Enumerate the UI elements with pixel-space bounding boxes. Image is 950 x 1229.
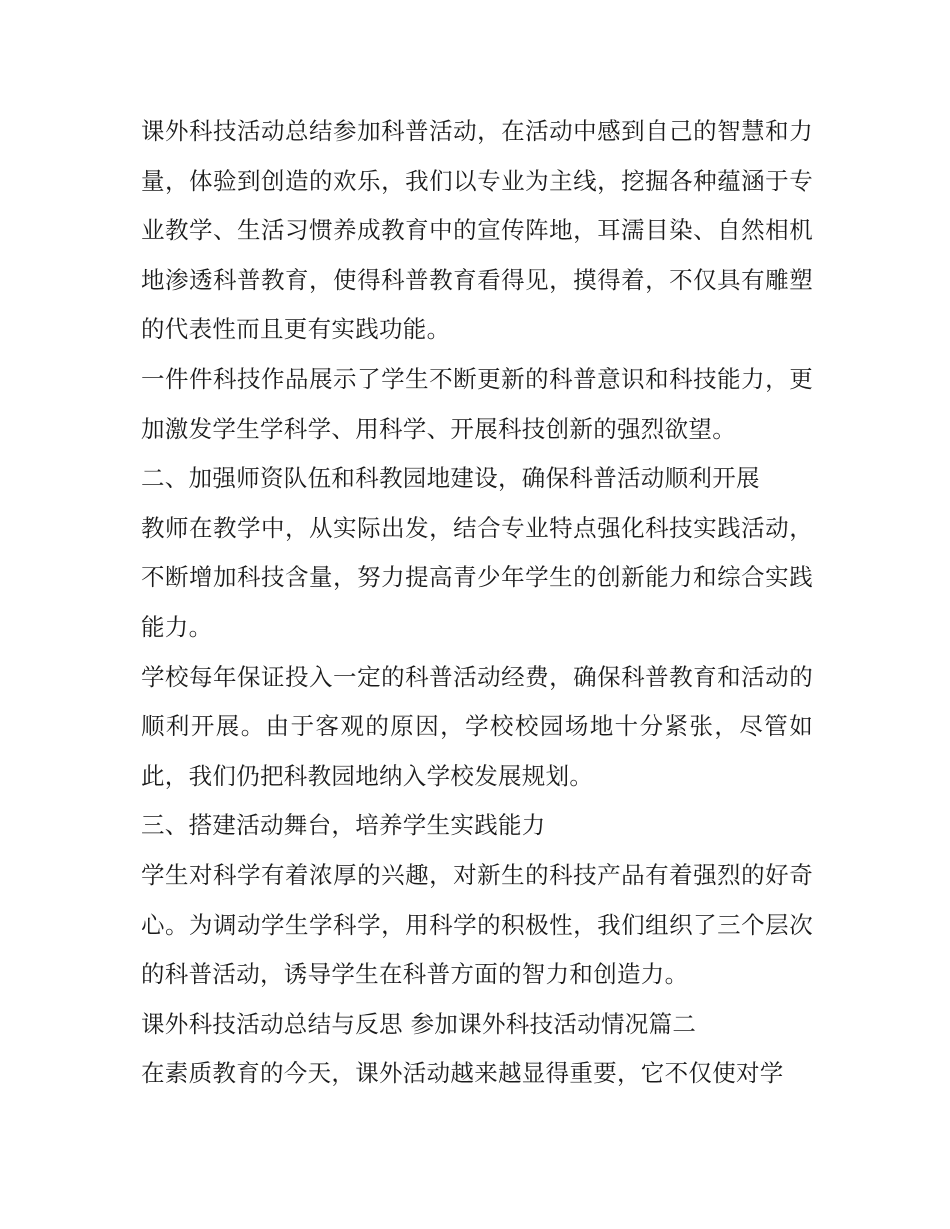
document-body [141, 107, 813, 1099]
section-heading-2: 二、加强师资队伍和科教园地建设，确保科普活动顺利开展 [141, 464, 760, 493]
paragraph-4: 学校每年保证投入一定的科普活动经费，确保科普教育和活动的顺利开展。由于客观的原因，学校校园场地十分紧张，尽管如此，我们仍把科教园地纳入学校发展规划。 [141, 662, 813, 790]
paragraph-1: 课外科技活动总结参加科普活动，在活动中感到自己的智慧和力量，体验到创造的欢乐，我们以专业为主线，挖掘各种蕴涵于专业教学、生活习惯养成教育中的宣传阵地，耳濡目染、自然相机地渗透科普教育，使得科普教育看得见，摸得着，不仅具有雕塑的代表性而且更有实践功能。 [141, 117, 813, 344]
paragraph-3: 教师在教学中，从实际出发，结合专业特点强化科技实践活动，不断增加科技含量，努力提高青少年学生的创新能力和综合实践能力。 [141, 513, 813, 641]
paragraph-6: 在素质教育的今天，课外活动越来越显得重要，它不仅使对学 [141, 1059, 784, 1088]
paragraph-5: 学生对科学有着浓厚的兴趣，对新生的科技产品有着强烈的好奇心。为调动学生学科学，用科学的积极性，我们组织了三个层次的科普活动，诱导学生在科普方面的智力和创造力。 [141, 860, 813, 989]
article-title-2: 课外科技活动总结与反思 参加课外科技活动情况篇二 [141, 1009, 697, 1038]
section-heading-3: 三、搭建活动舞台，培养学生实践能力 [141, 811, 546, 840]
paragraph-2: 一件件科技作品展示了学生不断更新的科普意识和科技能力，更加激发学生学科学、用科学、开展科技创新的强烈欲望。 [141, 364, 813, 443]
